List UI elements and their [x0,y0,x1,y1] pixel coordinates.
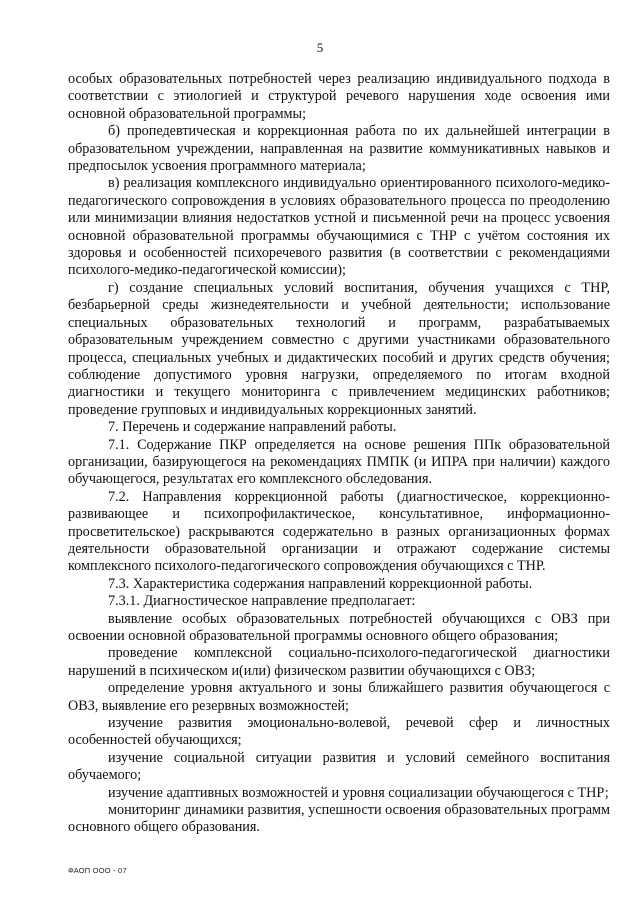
paragraph-7-3-1: 7.3.1. Диагностическое направление предполагает: [108,593,416,610]
paragraph-7-3: 7.3. Характеристика содержания направлений коррекционной работы. [108,575,533,592]
list-item: определение уровня актуального и зоны ближайшего развития обучающегося с ОВЗ, выявление его резервных возможностей; [68,680,610,714]
list-item: выявление особых образовательных потребностей обучающихся с ОВЗ при освоении основной образовательной программы основного общего образования; [68,610,610,644]
paragraph-v: в) реализация комплексного индивидуально ориентированного психолого-медико-педагогического сопровождения в условиях образовательного процесса по преодолению или минимизации влияния недостатков устной и письменной речи на процесс усвоения основной образовательной программы обучающимися с ТНР с учётом состояния их здоровья и особенностей психоречевого развития (в соответствии с рекомендациями психолого-медико-педагогической комиссии); [68,175,610,279]
paragraph-g: г) создание специальных условий воспитания, обучения учащихся с ТНР, безбарьерной среды жизнедеятельности и учебной деятельности; использование специальных образовательных технологий и программ, разрабатываемых образовательным учреждением совместно с другими участниками образовательного процесса, специальных учебных и дидактических пособий и других средств обучения; соблюдение допустимого уровня нагрузки, определяемого по итогам входной диагностики и текущего мониторинга с привлечением медицинских работников; проведение групповых и индивидуальных коррекционных занятий. [68,279,610,418]
list-item: изучение развития эмоционально-волевой, речевой сфер и личностных особенностей обучающихся; [68,715,610,749]
paragraph-continuation: особых образовательных потребностей через реализацию индивидуального подхода в соответствии с этиологией и структурой речевого нарушения ходе освоения ими основной образовательной программы; [68,71,610,122]
paragraph-7-2: 7.2. Направления коррекционной работы (диагностическое, коррекционно-развивающее и психопрофилактическое, консультативное, информационно-просветительское) раскрываются содержательно в разных организационных формах деятельности образовательной организации и отражают содержание системы комплексного психолого-педагогического сопровождения обучающихся с ТНР. [68,488,610,575]
page-number: 5 [316,40,324,55]
paragraph-7-1: 7.1. Содержание ПКР определяется на основе решения ППк образовательной организации, базирующегося на рекомендациях ПМПК (и ИПРА при наличии) каждого обучающегося, результатах его комплексного обследования. [68,436,610,488]
document-footer: ФАОП ООО - 07 [68,866,127,875]
paragraph-b: б) пропедевтическая и коррекционная работа по их дальнейшей интеграции в образовательном учреждении, направленная на развитие коммуникативных навыков и предпосылок усвоения программного материала; [68,123,610,175]
list-item: мониторинг динамики развития, успешности освоения образовательных программ основного общего образования. [68,802,610,836]
document-body [68,71,610,837]
list-item: изучение адаптивных возможностей и уровня социализации обучающегося с ТНР; [108,784,609,801]
list-item: проведение комплексной социально-психолого-педагогической диагностики нарушений в психическом и(или) физическом развитии обучающихся с ОВЗ; [68,645,610,679]
list-item: изучение социальной ситуации развития и условий семейного воспитания обучаемого; [68,749,610,784]
section-7-heading: 7. Перечень и содержание направлений работы. [108,419,397,436]
